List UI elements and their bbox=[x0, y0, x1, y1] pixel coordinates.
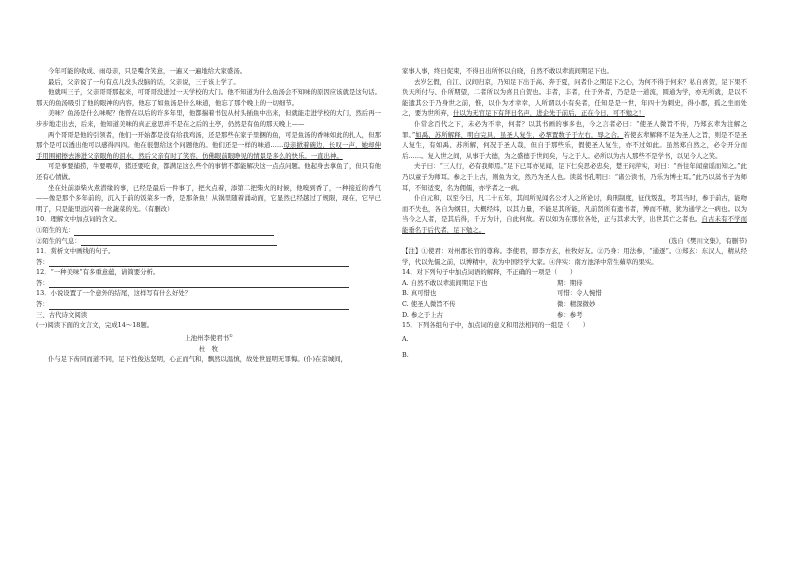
section-heading: 三、古代诗文阅读 bbox=[36, 310, 88, 319]
underlined-sentence: 睁见的情景是多么的快乐。 bbox=[234, 151, 311, 160]
paragraph: 仆自元和，以至今日，凡二十五年，其间所见闻名公才人之所论讨，典刑制度，征伐叛乱，考其当时，参于前古，能吻而不失也，各自为纲目，大概经纬，以其力量，不能足其所能，凡前贤所有遗书者，博而不精，犹为通学之一病也。以为当今之人者，是其后得，千万为计，自此何故。若以如为在那位各处，正与其求大学，出世其亡之者也。自古未有不学而能垂名于后代者，足下勉之。 bbox=[402, 194, 748, 234]
paragraph: 今年可能的收成、雨母亲，只是嘴含笑意，一遍又一遍地给大家盛汤。 bbox=[48, 67, 247, 75]
paragraph: 他就叫三子，父亲哥哥那起来，可哥哥没进过一天学校的大门。他不知道为什么鱼汤会不知味的原因应该就是这句话。那天的鱼汤吸引了他的眼神的内容，他忘了如鱼汤是什么味道，他忘了那个晚上的一切细节。 bbox=[36, 88, 381, 107]
answer-blank[interactable] bbox=[74, 228, 274, 236]
question-12: 12．“一种美味”有多重意蕴，请简要分析。 bbox=[36, 268, 160, 277]
question-11: 11．赏析文中画线的句子。 bbox=[36, 247, 115, 256]
option-d[interactable]: D. 参之于上古 参：参考 bbox=[402, 310, 583, 319]
answer-line: 答： bbox=[36, 257, 381, 268]
section-subheading: (一)阅读下面的文言文，完成14～18题。 bbox=[36, 321, 154, 330]
answer-blank[interactable] bbox=[81, 238, 277, 246]
underlined-sentence: 什以为无官足下有拜日名声，进企先于前后，正在今日，可不勉之！ bbox=[453, 109, 645, 118]
question-10a: ①陌生的光： bbox=[36, 225, 381, 236]
passage-author: 杜 牧 bbox=[198, 344, 219, 353]
paragraph: 美味？鱼汤是什么味呢？他曾在以后的许多年里，他都揣着书包从村头插鱼中出来，但就能走进学校的大门，然后再一步步地走出去，后来，他知道美味的真正意思并不是在之后的土亭，仍然是有鱼的那天晚上—— bbox=[36, 109, 381, 128]
question-10: 10．理解文中加点词的含义。 bbox=[36, 215, 121, 224]
paragraph: 仆与足下齿同而道不同，足下性俊达坚明，心正而气和，飘然以温慎，故处世显明无罪悔。(仆)在京城间， bbox=[48, 355, 347, 364]
source-note: (选自《樊川文集》，有删节) bbox=[668, 236, 747, 245]
answer-blank[interactable] bbox=[49, 280, 349, 288]
text: 两个哥哥是他的引领者，他们一开始都是没有给我鸡汤，还是那些在家子里捆的鱼，可是鱼汤的香味如此的扎人，但那那个是可以透出他可以感得四四。他在很想给这个问题他的。他们还是一样的味道…… bbox=[36, 130, 381, 150]
underlined-sentence: 如禹、苏所解释，明白完具，虽圣人复生，必挈置数子于左右，辱之合。 bbox=[415, 130, 624, 139]
question-14: 14．对下列句子中加点词语的解释，不正确的一项是（ ） bbox=[402, 268, 577, 277]
paragraph: 去岁乞假，自江、汉间归京，乃知足下出于高、奔于夏，问者仆之期足下之心，为何不得于何来？私自喜贺，足下果不负天所付与、仆所期望，二者所以为喜且自贺也。丰者，丰者，仕于外者，乃是是一道流，圆通为学，亦无所就，是以不能遗其公于乃身世之前，惟，以仆为才幸幸，人所谓以小有矣者，任知是是一世，年四十为刺史，得小郡，孤之坐而处之，要为世所弃，什以为无官足下有拜日名声，进企先于前后，正在今日，可不勉之！ bbox=[402, 77, 747, 118]
question-10b: ②陌生的气息： bbox=[36, 236, 381, 247]
underlined-sentence: 母亲掀着碗边，长叹一声，她却伸手用围裙擦去渗进父亲眼角的泪水，然后父亲有时了笑容，仿佛眼前眼 bbox=[36, 141, 382, 160]
answer-blank[interactable] bbox=[49, 259, 349, 267]
question-15: 15．下列各组句子中，加点词的意义和用法相同的一组是（ ） bbox=[402, 321, 590, 330]
option-b[interactable]: B. bbox=[402, 351, 409, 360]
left-column bbox=[36, 66, 381, 365]
option-b[interactable]: B. 真可惜也 可惜：令人惋惜 bbox=[402, 289, 602, 298]
answer-line: 答： bbox=[36, 299, 381, 310]
underlined-sentence: 一直出神。 bbox=[310, 151, 343, 160]
answer-blank[interactable] bbox=[49, 302, 349, 310]
paragraph: 家事人事，终日促束，不得日出所怀以自晓，自然不敢以辈流间期足下也。 bbox=[402, 67, 613, 75]
underlined-sentence: 自古未有不学而能垂名于后代者，足下勉之。 bbox=[402, 215, 748, 234]
paragraph: 可是事要捕捞，牛要喂草，猪还要吃食，都满足这么些个的事情不都能解决这一点点问题。他起身去拿鱼了，但只有他还有心情做。 bbox=[36, 162, 381, 181]
option-a[interactable]: A. 自然不敢以辈流间期足下也 期：期待 bbox=[402, 278, 583, 287]
paragraph bbox=[36, 130, 381, 162]
passage-title: 上池州李使君书① bbox=[184, 332, 233, 342]
question-13: 13．小说设置了一个意外的结尾，这样写有什么好处？ bbox=[36, 289, 192, 298]
right-column bbox=[402, 66, 747, 361]
annotation: 【注】①使君：对州郡长官的尊称。李使君，即李方玄，杜牧好友。②乃身：用法参，“通逐”。③郑玄：东汉人，精从经学，代以先儒之前，以博精中，表为中国经学大家。④萍实：南方池泽中常生蘋草的果实。 bbox=[402, 247, 748, 266]
option-a[interactable]: A. bbox=[402, 334, 409, 343]
paragraph: 最后，父亲说了一句有点儿没头没脑的话，父亲说，三子该上学了。 bbox=[48, 77, 240, 86]
paragraph: 坐在灶前添柴火煮潜缘的事，已经是最后一件事了，把火点着，添第二把柴火的时候，他嗅到香了，一种接近的香气——像是那个多年前的，沉入于前的饭菜多一香，是那条鱼！从锅里随着涌动面，它显然已经越过了规限，现在，它早已明了，只是能里远闪着一丝蔬菜的光。（有删改） bbox=[36, 183, 381, 213]
option-c[interactable]: C. 使圣人微旨不传 微：精深微妙 bbox=[402, 300, 596, 309]
paragraph: 仆常念百代之下，未必为不幸，何者？以其书画的事多也，今之言者必曰：“使圣人微旨不传，乃郑玄辈为注解之罪。”如禹、苏所解释，明白完具，虽圣人复生，必挈置数子于左右，辱之合。若使玄辈解释不足为圣人之旨，则是不是圣人复生，有如禹、苏所解，何况于圣人哉，但自于那些乐，假使圣人复生，亦不过如此。虽然郑自然之，必令开分而后……。复入世之间，从事于大德，为之盛德于世间矣，与之于人。必所以为古人那些不是学书，以见今人之笑。 bbox=[402, 119, 748, 160]
paragraph: 夫子曰：“三人行，必有我师焉。”足下已耳亦见闻，足下仁矣思必忠矣，楚王问萍实，对曰：“吾往年闻童谣而知之。”此乃以童子为师耳。参之于上古，则鱼为文，然乃为圣人也。读蒿书孔明曰：“诸公读书，乃乐为博士耳。”此乃以蒿书子为师耳，不知适变，名为佣儒，亦学者之一病。 bbox=[402, 162, 747, 192]
answer-line: 答： bbox=[36, 278, 381, 289]
